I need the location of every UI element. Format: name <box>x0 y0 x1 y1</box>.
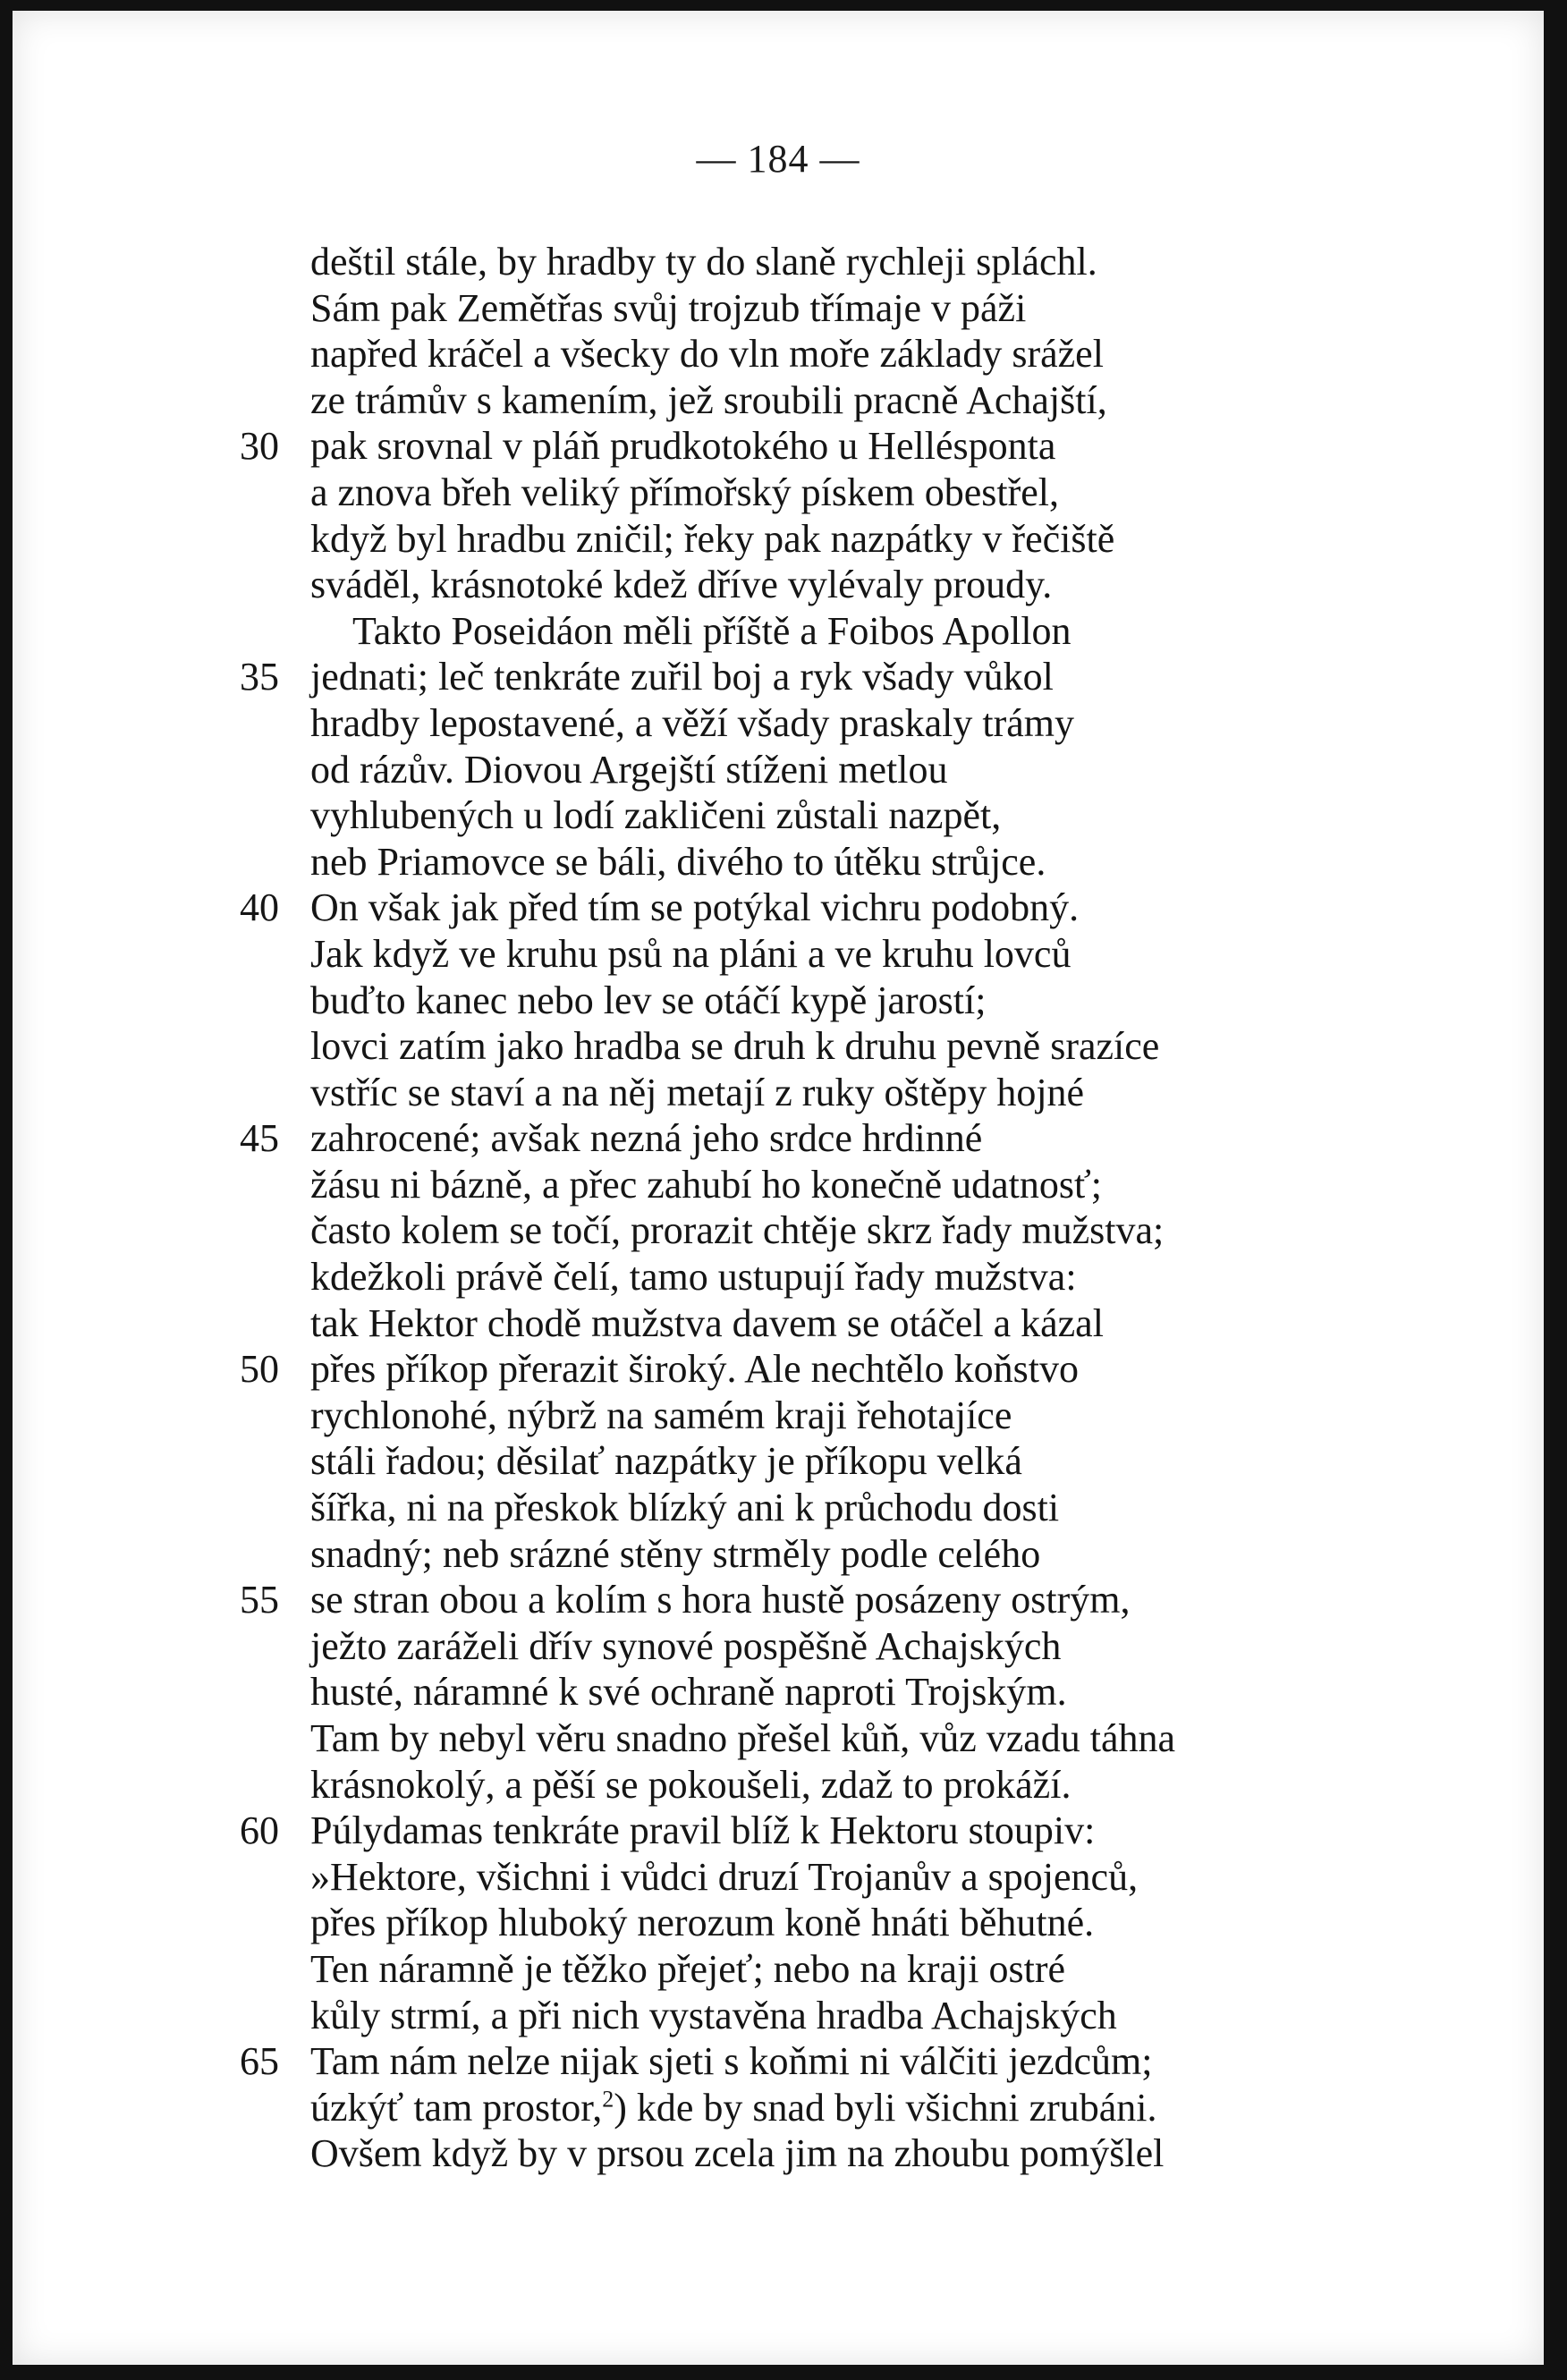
line-text: vyhlubených u lodí zakličeni zůstali nazpět, <box>310 793 1002 838</box>
verse-line <box>13 978 1544 1024</box>
line-text: zahrocené; avšak nezná jeho srdce hrdinné <box>310 1116 983 1161</box>
verse-line <box>13 1577 1544 1623</box>
line-text: tak Hektor chodě mužstva davem se otáčel a kázal <box>310 1300 1104 1345</box>
verse-line <box>13 516 1544 563</box>
verse-line <box>13 700 1544 747</box>
verse-text <box>13 239 1544 2177</box>
line-number: 60 <box>240 1808 279 1853</box>
verse-line <box>13 792 1544 839</box>
verse-line <box>13 1808 1544 1854</box>
line-text: ježto zaráželi dřív synové pospěšně Achajských <box>310 1623 1062 1668</box>
line-number: 35 <box>240 655 279 699</box>
verse-line <box>13 1023 1544 1070</box>
line-text: se stran obou a kolím s hora hustě posázeny ostrým, <box>310 1578 1131 1622</box>
line-text <box>310 2085 1157 2131</box>
line-text: deštil stále, by hradby ty do slaně rychleji spláchl. <box>310 240 1097 284</box>
verse-line <box>13 239 1544 285</box>
line-text: Ovšem když by v prsou zcela jim na zhoubu pomýšlel <box>310 2131 1165 2176</box>
verse-line <box>13 2130 1544 2177</box>
verse-line <box>13 1669 1544 1715</box>
line-text: snadný; neb srázné stěny strměly podle celého <box>310 1531 1041 1576</box>
line-text: Tam by nebyl věru snadno přešel kůň, vůz vzadu táhna <box>310 1716 1176 1760</box>
line-text: Jak když ve kruhu psů na pláni a ve kruhu lovců <box>310 931 1071 976</box>
line-text: kdežkoli právě čelí, tamo ustupují řady mužstva: <box>310 1255 1077 1300</box>
line-number: 65 <box>240 2039 279 2084</box>
line-text: Tam nám nelze nijak sjeti s koňmi ni válčiti jezdcům; <box>310 2039 1153 2084</box>
line-text: napřed kráčel a všecky do vln moře základy srážel <box>310 332 1104 377</box>
verse-line <box>13 470 1544 516</box>
verse-line <box>13 1162 1544 1208</box>
verse-line <box>13 1346 1544 1393</box>
verse-line <box>13 562 1544 608</box>
verse-line <box>13 839 1544 885</box>
line-text: stáli řadou; děsilať nazpátky je příkopu velká <box>310 1439 1022 1484</box>
line-text: pak srovnal v pláň prudkotokého u Hellésponta <box>310 424 1056 469</box>
verse-line <box>13 747 1544 793</box>
line-text: husté, náramné k své ochraně naproti Trojským. <box>310 1670 1067 1715</box>
verse-line <box>13 1900 1544 1946</box>
line-text: buďto kanec nebo lev se otáčí kypě jarostí; <box>310 978 987 1022</box>
verse-line <box>13 885 1544 931</box>
line-text: lovci zatím jako hradba se druh k druhu pevně srazíce <box>310 1024 1160 1069</box>
line-text: On však jak před tím se potýkal vichru podobný. <box>310 885 1080 930</box>
line-text: krásnokolý, a pěší se pokoušeli, zdaž to prokáží. <box>310 1762 1071 1807</box>
verse-line <box>13 2085 1544 2131</box>
verse-line <box>13 1393 1544 1439</box>
line-text: »Hektore, všichni i vůdci druzí Trojanův a spojenců, <box>310 1854 1139 1899</box>
line-text: Púlydamas tenkráte pravil blíž k Hektoru stoupiv: <box>310 1808 1096 1853</box>
line-text: sváděl, krásnotoké kdež dříve vylévaly proudy. <box>310 563 1053 607</box>
line-text: neb Priamovce se báli, divého to útěku strůjce. <box>310 839 1046 884</box>
line-text: když byl hradbu zničil; řeky pak nazpátky v řečiště <box>310 516 1115 561</box>
verse-line <box>13 377 1544 424</box>
line-text: žásu ni bázně, a přec zahubí ho konečně udatnosť; <box>310 1162 1103 1207</box>
verse-line <box>13 1993 1544 2039</box>
verse-line <box>13 1854 1544 1901</box>
verse-line <box>13 1300 1544 1347</box>
line-text: často kolem se točí, prorazit chtěje skrz řady mužstva; <box>310 1208 1165 1253</box>
verse-line <box>13 331 1544 377</box>
verse-line <box>13 1715 1544 1762</box>
verse-line <box>13 2038 1544 2085</box>
verse-line <box>13 608 1544 655</box>
verse-line <box>13 285 1544 332</box>
line-text: rychlonohé, nýbrž na samém kraji řehotajíce <box>310 1393 1012 1437</box>
footnote-marker: 2 <box>602 2086 614 2113</box>
line-text-part: úzkýť tam prostor, <box>310 2085 603 2130</box>
verse-line <box>13 1207 1544 1254</box>
line-text: přes příkop hluboký nerozum koně hnáti běhutné. <box>310 1901 1095 1945</box>
line-number: 40 <box>240 885 279 930</box>
line-text: ze trámův s kamením, jež sroubili pracně Achajští, <box>310 377 1107 422</box>
verse-line <box>13 1531 1544 1578</box>
line-number: 45 <box>240 1116 279 1161</box>
line-number: 55 <box>240 1578 279 1622</box>
page-number: — 184 — <box>696 137 860 181</box>
line-text: a znova břeh veliký přímořský pískem obestřel, <box>310 470 1060 514</box>
verse-line <box>13 1438 1544 1485</box>
verse-line <box>13 1254 1544 1300</box>
line-text: Sám pak Zemětřas svůj trojzub třímaje v páži <box>310 285 1027 330</box>
line-text: hradby lepostavené, a věží všady praskaly trámy <box>310 700 1075 745</box>
line-number: 30 <box>240 424 279 469</box>
verse-line <box>13 931 1544 978</box>
verse-line <box>13 654 1544 700</box>
verse-line <box>13 1115 1544 1162</box>
line-text: přes příkop přerazit široký. Ale nechtělo koňstvo <box>310 1347 1080 1392</box>
line-text: šířka, ni na přeskok blízký ani k průchodu dosti <box>310 1486 1060 1530</box>
verse-line <box>13 1623 1544 1670</box>
verse-line <box>13 1946 1544 1993</box>
line-text: jednati; leč tenkráte zuřil boj a ryk všady vůkol <box>310 655 1054 699</box>
verse-line <box>13 1762 1544 1808</box>
verse-line <box>13 423 1544 470</box>
line-text-part: ) kde by snad byli všichni zrubáni. <box>614 2085 1157 2130</box>
verse-line <box>13 1485 1544 1531</box>
line-text: vstříc se staví a na něj metají z ruky oštěpy hojné <box>310 1070 1085 1114</box>
line-text: Takto Poseidáon měli příště a Foibos Apollon <box>352 608 1071 653</box>
verse-line <box>13 1070 1544 1116</box>
line-text: Ten náramně je těžko přejeť; nebo na kraji ostré <box>310 1946 1066 1991</box>
line-text: kůly strmí, a při nich vystavěna hradba Achajských <box>310 1993 1117 2037</box>
line-number: 50 <box>240 1347 279 1392</box>
line-text: od rázův. Diovou Argejští stíženi metlou <box>310 747 948 792</box>
book-page <box>13 11 1544 2365</box>
